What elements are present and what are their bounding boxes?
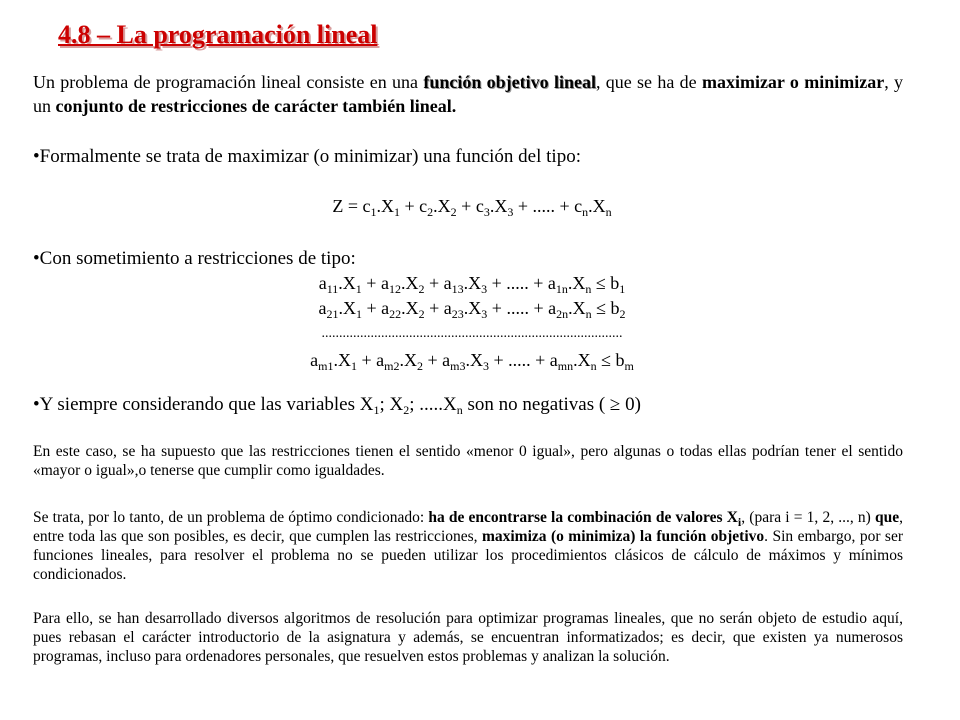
bullet-formal: •Formalmente se trata de maximizar (o minimizar) una función del tipo:: [33, 146, 581, 167]
intro-text: Un problema de programación lineal consiste en una: [33, 72, 424, 92]
intro-emphasis-maxmin: maximizar o minimizar: [701, 72, 885, 92]
constraint-row-2: $a_{21}.X_1 + a_{22}.X_2 + a_{23}.X_3$ + ..... + $a_{2n}.X_n \le b_2$: [318, 298, 626, 321]
paragraph-sense: En este caso, se ha supuesto que las restricciones tienen el sentido «menor 0 igual», pero algunas o todas ellas podrían tener el sentido «mayor o igual»,o tenerse que cumplir como igualdades.: [33, 443, 903, 479]
intro-emphasis-objective: función objetivo lineal: [423, 72, 596, 92]
intro-paragraph: [33, 70, 903, 118]
bullet-nonnegative: •Y siempre considerando que las variables $X_1$; $X_2$; $.....X_n$ son no negativas ( ≥ 0): [33, 394, 641, 417]
paragraph-optimum: Se trata, por lo tanto, de un problema de óptimo condicionado: ha de encontrarse la combinación de valores $X_i$, (para i = 1, 2, ..., n) que, entre toda las que son posibles, es decir, que cumplen las restricciones, maximiza (o minimiza) la función objetivo. Sin embargo, por ser funciones lineales, para resolver el problema no se pueden utilizar los procedimientos clásicos de cálculo de máximos y mínimos condicionados.: [33, 509, 904, 583]
bullet-constraints: •Con sometimiento a restricciones de tipo:: [33, 248, 356, 269]
constraint-row-m: $a_{m1}.X_1 + a_{m2}.X_2 + a_{m3}.X_3$ + ..... + $a_{mn}.X_n \le b_m$: [310, 350, 634, 373]
constraint-row-1: $a_{11}.X_1 + a_{12}.X_2 + a_{13}.X_3$ + ..... + $a_{1n}.X_n \le b_1$: [318, 273, 626, 296]
intro-text: , y un: [33, 72, 904, 116]
page-title: 4.8 – La programación lineal: [58, 20, 378, 49]
constraint-ellipsis-line: ......................................................................................: [321, 326, 623, 341]
intro-text: , que se ha de: [595, 72, 702, 92]
objective-function: $Z = c_1.X_1 + c_2.X_2 + c_3.X_3$ + ..... + $c_n.X_n$: [332, 196, 612, 219]
paragraph-algorithms: Para ello, se han desarrollado diversos algoritmos de resolución para optimizar programas lineales, que no serán objeto de estudio aquí, pues rebasan el carácter introductorio de la asignatura y además, se encuentran informatizados; es decir, que existen ya numerosos programas, incluso para ordenadores personales, que resuelven estos problemas y analizan la solución.: [33, 610, 903, 665]
intro-emphasis-constraints: conjunto de restricciones de carácter también lineal.: [55, 96, 457, 116]
